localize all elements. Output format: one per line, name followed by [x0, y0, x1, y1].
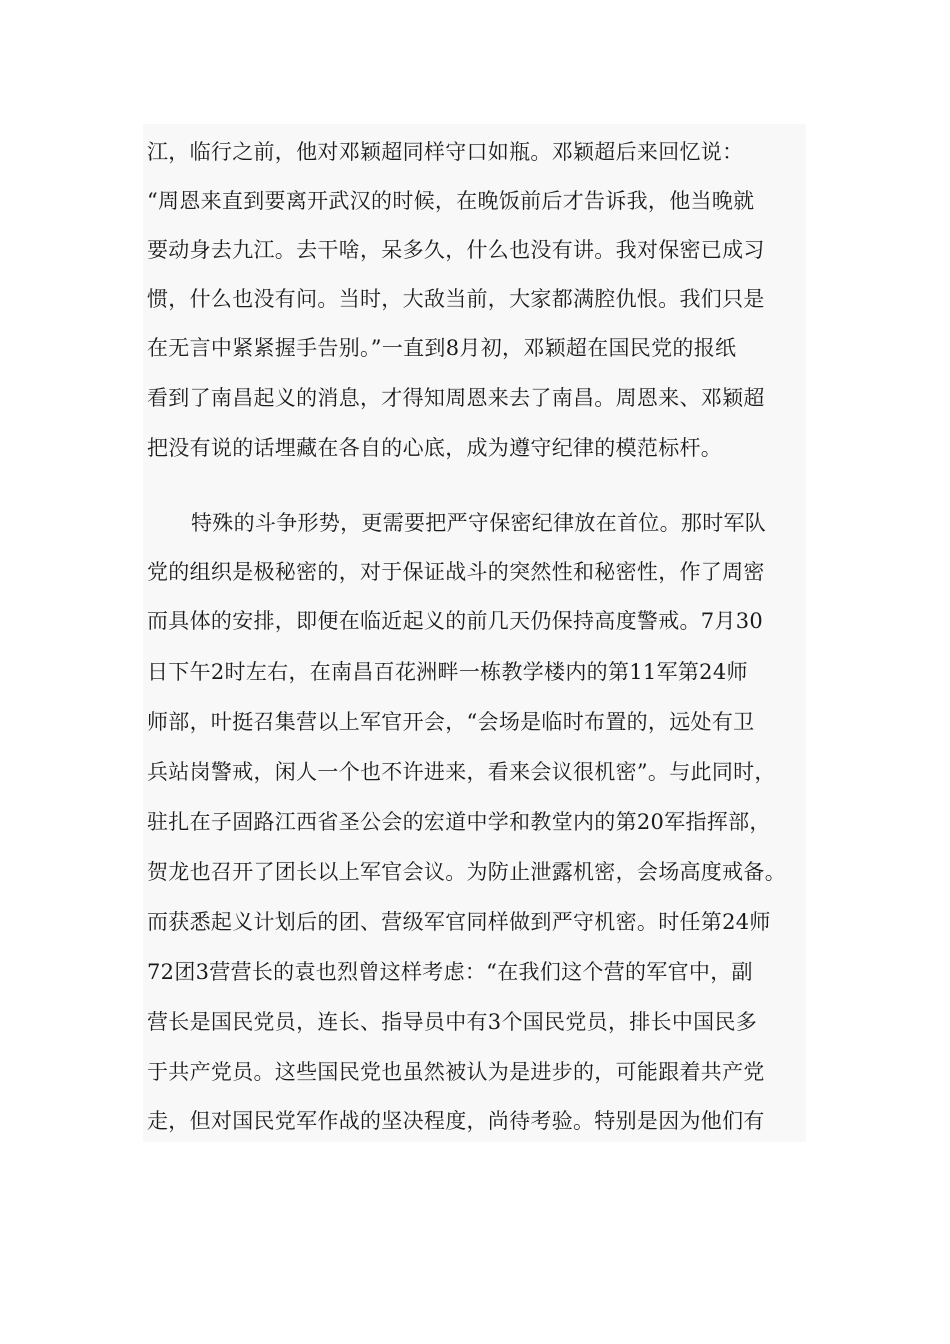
paragraph-1 — [143, 124, 806, 486]
paragraph-line: 日下午2时左右，在南昌百花洲畔一栋教学楼内的第11军第24师 — [147, 660, 748, 684]
paragraph-line: 在无言中紧紧握手告别。”一直到8月初，邓颖超在国民党的报纸 — [147, 336, 737, 360]
paragraph-line: 兵站岗警戒，闲人一个也不许进来，看来会议很机密”。与此同时， — [147, 760, 776, 784]
paragraph-line: 走，但对国民党军作战的坚决程度，尚待考验。特别是因为他们有 — [147, 1109, 765, 1133]
paragraph-line: 营长是国民党员，连长、指导员中有3个国民党员，排长中国民多 — [147, 1010, 758, 1034]
paragraph-line: 江，临行之前，他对邓颖超同样守口如瓶。邓颖超后来回忆说： — [147, 140, 744, 164]
paragraph-line: 看到了南昌起义的消息，才得知周恩来去了南昌。周恩来、邓颖超 — [147, 386, 765, 410]
paragraph-line: 于共产党员。这些国民党也虽然被认为是进步的，可能跟着共产党 — [147, 1060, 765, 1084]
paragraph-line: 惯，什么也没有问。当时，大敌当前，大家都满腔仇恨。我们只是 — [147, 287, 765, 311]
paragraph-line: 特殊的斗争形势，更需要把严守保密纪律放在首位。那时军队 — [191, 511, 767, 535]
paragraph-line: 72团3营营长的袁也烈曾这样考虑：“在我们这个营的军官中，副 — [147, 960, 753, 984]
paragraph-line: 要动身去九江。去干啥，呆多久，什么也没有讲。我对保密已成习 — [147, 238, 765, 262]
paragraph-line: 贺龙也召开了团长以上军官会议。为防止泄露机密，会场高度戒备。 — [147, 860, 786, 884]
paragraph-line: 把没有说的话埋藏在各自的心底，成为遵守纪律的模范标杆。 — [147, 436, 723, 460]
paragraph-line: 而获悉起义计划后的团、营级军官同样做到严守机密。时任第24师 — [147, 910, 771, 934]
paragraph-line: 党的组织是极秘密的，对于保证战斗的突然性和秘密性，作了周密 — [147, 560, 765, 584]
paragraph-line: 而具体的安排，即便在临近起义的前几天仍保持高度警戒。7月30 — [147, 609, 764, 633]
paragraph-line: “周恩来直到要离开武汉的时候，在晚饭前后才告诉我，他当晚就 — [147, 189, 755, 213]
paragraph-line: 驻扎在子固路江西省圣公会的宏道中学和教堂内的第20军指挥部， — [147, 810, 771, 834]
paragraph-line: 师部，叶挺召集营以上军官开会，“会场是临时布置的，远处有卫 — [147, 710, 755, 734]
paragraph-2 — [143, 486, 806, 1142]
